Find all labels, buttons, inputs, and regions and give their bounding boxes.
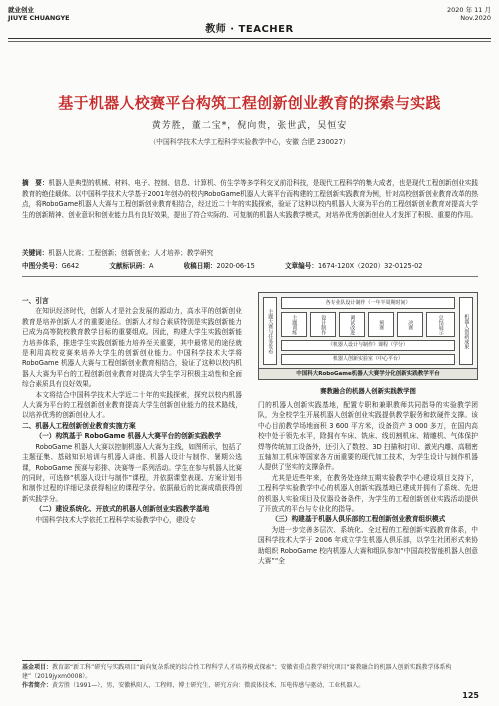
subsection-heading: （一）构筑基于 RoboGame 机器人大赛平台的创新实践教学 — [35, 432, 222, 441]
fund-note — [22, 663, 478, 681]
author-bio-label: 作者简介： — [22, 682, 53, 689]
clc-value: G642 — [61, 262, 80, 270]
doc-code-field — [109, 262, 167, 270]
fund-label: 基金项目： — [22, 664, 53, 671]
abstract-text: 机器人是典型的机械、材料、电子、控制、信息、计算机、仿生学等多学科交叉前沿科技，是现代工程科学的集大成者，也是现代工程创新创业实践教育的绝佳载体。以中国科学技术大学基于2001年创办的校内RoboGame机器人大赛平台而构建的工程创新实践教育为例，针对高校创新创业教育改革的热点，将RoboGame机器人大赛与工程创新创业教育相结合，经过近二十年的实践探索，验证了这种以校内机器人大赛为平台的工程创新创业教育对提高大学生的创新精神、创业意识和创业能力具有良好效果，提出了符合实际的、可复制的机器人实践教学模式，对培养优秀创新创业人才发挥了积极、重要的作用。 — [22, 179, 478, 219]
paragraph: 尤其是近些年来，在教务处连续五期实验教学中心建设项目支持下，工程科学实验教学中心的机器人创新实践基地已建成并拥有了系统、先进的机器人实验项目及仪器设备条件，为学生的工程创新创业实践活动提供了开放式的平台与专业化的指导。 — [258, 473, 478, 514]
meta-divider — [22, 276, 478, 277]
paragraph: 本文将结合中国科学技术大学近二十年的实践探索，探究以校内机器人大赛为平台的工程创新创业教育提高大学生创新创业能力的技术路线，以培养优秀的创新创业人才。 — [22, 390, 242, 420]
abstract — [22, 178, 478, 220]
figure-stage-box: 调试改进 — [339, 312, 365, 337]
abstract-label: 摘 要： — [22, 179, 49, 187]
paragraph: 中国科学技术大学依托工程科学实验教学中心，建设专 — [35, 515, 196, 524]
header-rule-thin — [8, 41, 491, 42]
clc-label: 中图分类号： — [22, 262, 62, 270]
figure-right-box: 机器人创新成果 — [459, 297, 473, 365]
paragraph: 在知识经济时代，创新人才是社会发展的源动力，高水平的创新创业教育是培养创新人才的重要途径。创新人才综合素质特别是实践创新能力已成为高等院校教育教学目标的重要组成。因此，构建大学生实践创新能力培养体系，推进学生实践创新能力培养至关重要，其中最常见的途径就是利用高校竞赛来培养大学生的创新创业能力。中国科学技术大学将 RoboGame 机器人大赛与工程创新创业教育相结合，验证了这种以校内机器人大赛为平台的工程创新创业教育对提高大学生学习积极主动性和全面综合素质具有良好效果。 — [22, 307, 242, 389]
figure-caption: 赛教融合的机器人创新实践教学图 — [320, 387, 416, 395]
keywords-text: 机器人比赛；工程创新；创新创业；人才培养；教学研究 — [48, 249, 214, 257]
paragraph: RoboGame 机器人大赛以控制机器人大赛为主线，如图所示，包括了主题征集、基础知识培训与机器人讲座、机器人设计与制作、暑期公选课，RoboGame 预赛与彩排、决赛等一系列活动。学生在参与机器人比赛的同时，可选修“机器人设计与制作”课程，并依据课堂表现、方案计划书和制作过程的详细记录获得相应的课程学分。依据最后的比赛成绩获得创新实践学分。 — [22, 442, 242, 503]
left-column — [22, 296, 242, 525]
issue-date-en: Nov.2020 — [460, 14, 491, 22]
received-label: 收稿日期： — [183, 262, 217, 270]
paragraph: 门的机器人创新实践基地，配置专职和兼职教师共同指导的实验教学团队，为全校学生开展机器人创新创业实践提供教学服务和软硬件支撑。该中心目前教学场地面积 3 600 平方米，设备资产 3 000 多万，在国内高校中处于领先水平，除拥有车床、铣床、线切割机床、精雕机、气体保护焊等传统加工设备外，还引入了数控、3D 扫描和打印、激光内雕、高精密五轴加工机床等国家各方面重要的现代加工技术，为学生设计与制作机器人提供了坚实的支撑条件。 — [258, 401, 478, 472]
figure-stage-box: 设计制作 — [310, 312, 336, 337]
article-number-value: 1674-120X（2020）32-0125-02 — [317, 262, 423, 270]
doc-code-label: 文献标识码： — [109, 262, 149, 270]
header-rule — [8, 38, 491, 39]
figure-stage-box: 预赛 — [368, 312, 394, 337]
column-label: 教师 · TEACHER — [205, 24, 294, 35]
keywords-line — [22, 248, 478, 258]
paragraph: 为进一步完善多层次、系统化、全过程的工程创新实践教育体系，中国科学技术大学于 2006 年成立学生机器人俱乐部，以学生社团形式来协助组织 RoboGame 校内机器人大赛和组队参加“中国高校智能机器人创意大赛”“全 — [258, 525, 478, 566]
figure-lab-box: 机器人创新实验室（中心平台） — [281, 354, 455, 365]
figure-stage-box: 主题训练 — [281, 312, 307, 337]
section-heading: 二、机器人工程创新创业教育实施方案 — [22, 421, 136, 430]
doc-code-value: A — [148, 262, 154, 270]
author-note — [22, 681, 478, 690]
issue-date — [447, 6, 491, 22]
classification-line — [22, 261, 478, 271]
figure-left-box: 主题大赛与任务发布 — [263, 297, 277, 365]
figure-top-box: 各专业队设计制作（一年半周期时间） — [281, 297, 455, 309]
author-list: 黄芳胜，董二宝*，倪向贵，张世武，吴恒安 — [151, 121, 348, 131]
section-heading: 一、引言 — [22, 297, 49, 305]
subsection-heading: （二）建设系统化、开放式的机器人创新创业实践教学基地 — [35, 505, 210, 514]
running-header — [0, 0, 499, 40]
issue-date-cn: 2020 年 11 月 — [446, 6, 491, 14]
figure-platform-banner: 中国科大RoboGame机器人大赛学分化创新实践教学平台 — [259, 368, 477, 379]
article-number-label: 文章编号： — [284, 262, 318, 270]
footnote-rule — [22, 660, 142, 661]
author-bio-text: 黄芳胜（1991—），男，安徽枞阳人，工程师，博士研究生，研究方向：微波体技术、压电传感与驱动、工业机器人。 — [52, 682, 365, 689]
keywords-label: 关键词： — [22, 249, 49, 257]
subsection-heading: （三）构建基于机器人俱乐部的工程创新创业教育组织模式 — [271, 515, 446, 524]
received-field — [184, 262, 269, 270]
figure-course-box: 《机器人设计与制作》课程（学分） — [281, 340, 455, 351]
fund-text: 教育部“新工科”研究与实践项目“面向复杂系统的综合性工程科学人才培养模式探索”；安徽省重点教学研究项目“赛教融合的机器人创新实践教学体系构建”（2019jyxm0008）。 — [22, 664, 452, 680]
figure-teaching-platform — [258, 292, 478, 380]
journal-name-cn: 就业创业 — [8, 6, 34, 14]
received-value: 2020-06-15 — [216, 262, 255, 270]
right-column — [258, 400, 478, 567]
figure-stage-box: 决赛 — [397, 312, 423, 337]
article-number-field — [285, 262, 437, 270]
journal-name-en: JIUYE CHUANGYE — [8, 14, 70, 22]
figure-stage-box: 总结展示 — [426, 312, 455, 337]
paper-title: 基于机器人校赛平台构筑工程创新创业教育的探索与实践 — [58, 94, 441, 112]
clc-field — [22, 262, 93, 270]
footnotes — [22, 663, 478, 690]
page-number: 125 — [462, 691, 479, 700]
affiliation: （中国科学技术大学工程科学实验教学中心，安徽 合肥 230027） — [149, 138, 350, 146]
